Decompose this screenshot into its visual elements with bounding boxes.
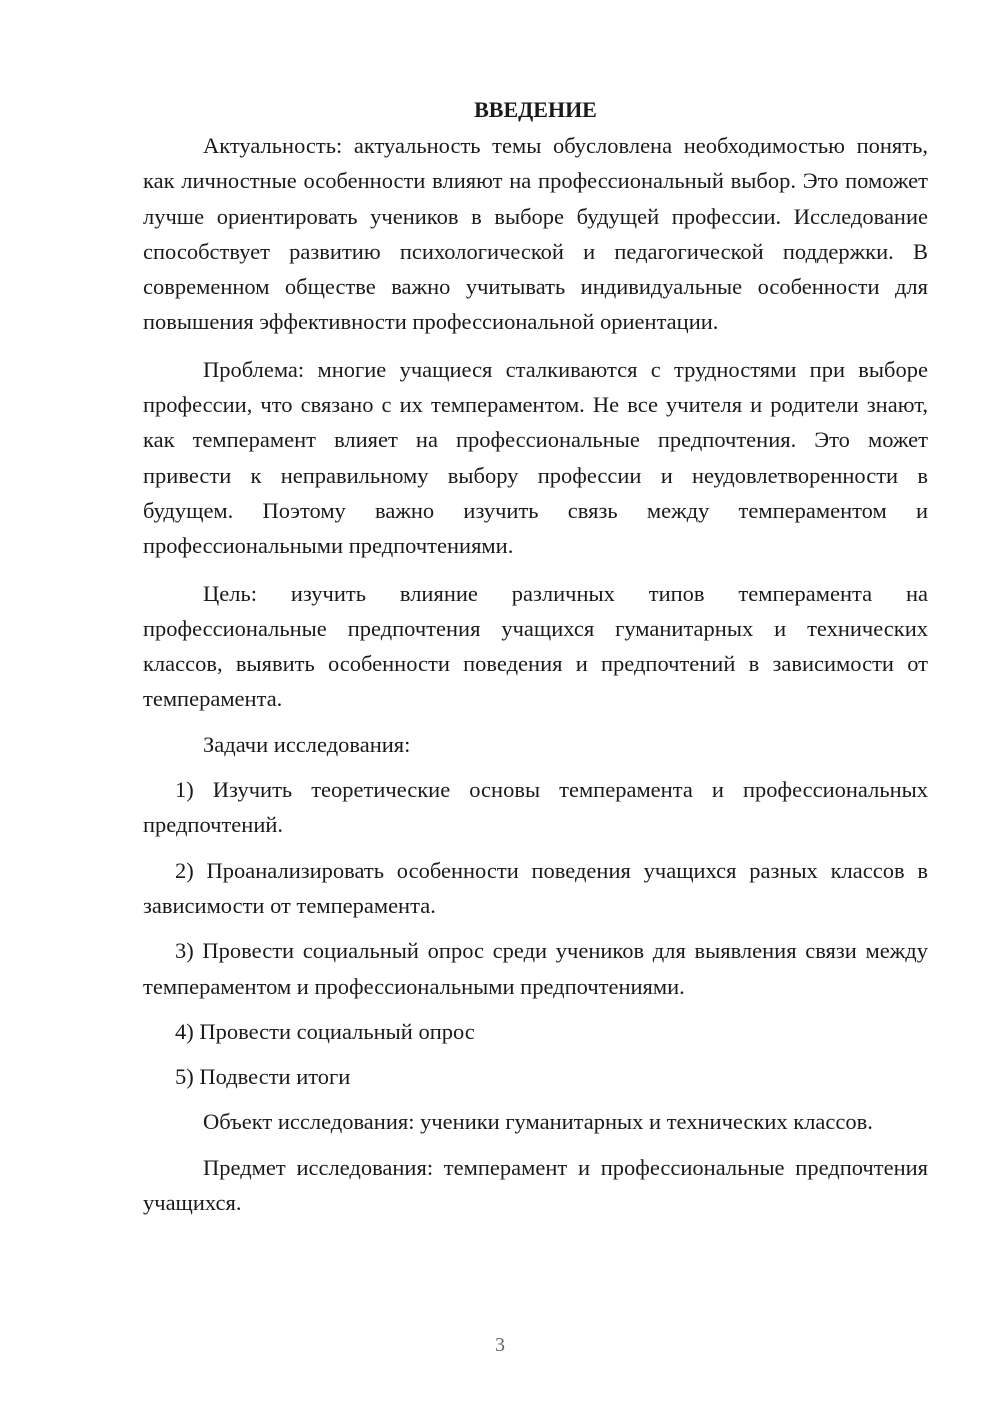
document-page [143, 92, 928, 1220]
paragraph-object: Объект исследования: ученики гуманитарных и технических классов. [203, 1109, 873, 1135]
tasks-heading: Задачи исследования: [203, 731, 411, 757]
task-item-4: 4) Провести социальный опрос [175, 1018, 475, 1044]
task-item-5: 5) Подвести итоги [175, 1064, 351, 1090]
paragraph-subject: Предмет исследования: темперамент и профессиональные предпочтения учащихся. [143, 1154, 928, 1216]
section-title: ВВЕДЕНИЕ [474, 97, 597, 122]
paragraph-problem: Проблема: многие учащиеся сталкиваются с трудностями при выборе профессии, что связано с их темпераментом. Не все учителя и родители знают, как темперамент влияет на профессиональные предпочтения. Это может привести к неправильному выбору профессии и неудовлетворенности в будущем. Поэтому важно изучить связь между темпераментом и профессиональными предпочтениями. [143, 356, 928, 559]
task-item-1: 1) Изучить теоретические основы темперамента и профессиональных предпочтений. [143, 777, 928, 838]
task-item-3: 3) Провести социальный опрос среди учеников для выявления связи между темпераментом и профессиональными предпочтениями. [143, 938, 928, 999]
page-number: 3 [495, 1334, 505, 1356]
paragraph-relevance: Актуальность: актуальность темы обусловлена необходимостью понять, как личностные особенности влияют на профессиональный выбор. Это поможет лучше ориентировать учеников в выборе будущей профессии. Исследование способствует развитию психологической и педагогической поддержки. В современном обществе важно учитывать индивидуальные особенности для повышения эффективности профессиональной ориентации. [143, 133, 928, 335]
task-item-2: 2) Проанализировать особенности поведения учащихся разных классов в зависимости от темперамента. [143, 857, 928, 918]
paragraph-goal: Цель: изучить влияние различных типов темперамента на профессиональные предпочтения учащихся гуманитарных и технических классов, выявить особенности поведения и предпочтений в зависимости от темперамента. [143, 580, 928, 712]
